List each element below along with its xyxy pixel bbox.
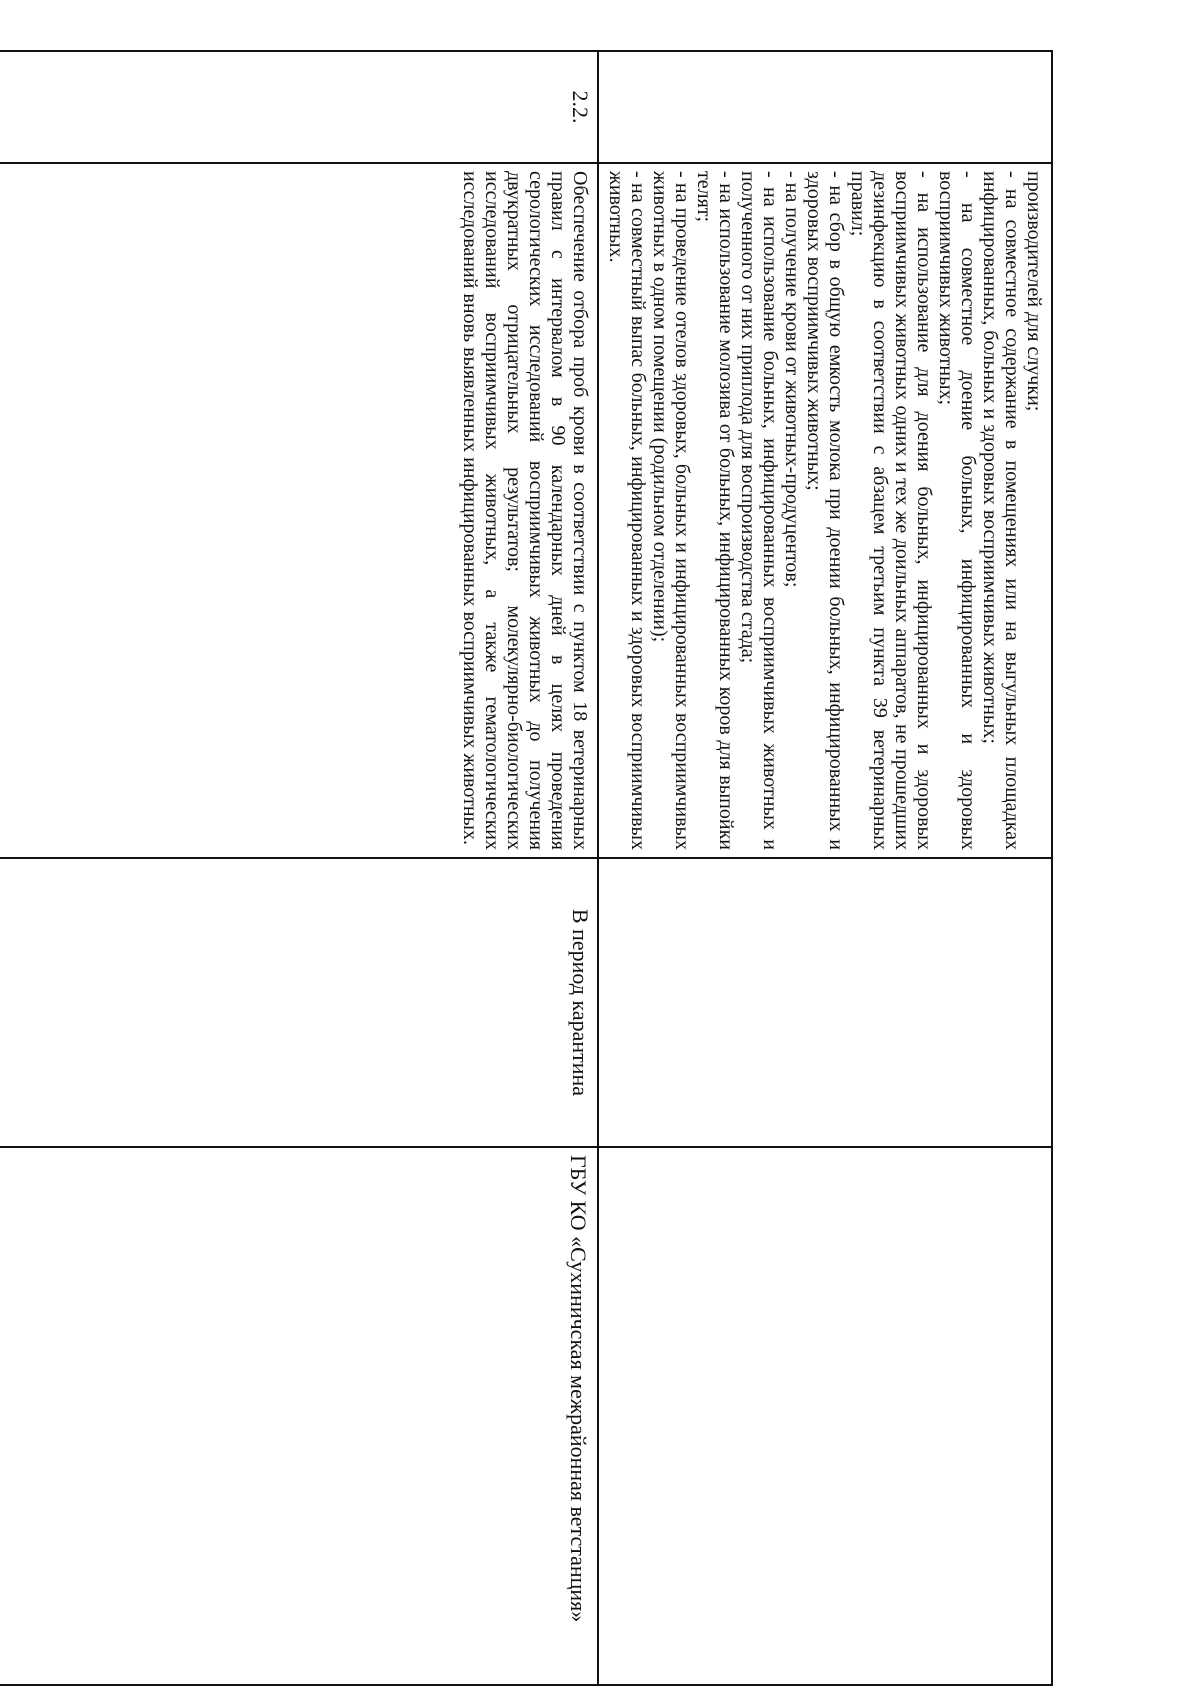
- term-cell: [598, 858, 1052, 1147]
- responsible-cell: [598, 1147, 1052, 1685]
- measure-text-cell: [0, 163, 598, 858]
- measure-line: - на использование больных, инфицированных восприимчивых животных и полученного от них приплода для воспроизводства стада;: [737, 171, 781, 850]
- measure-text-cell: [598, 163, 1052, 858]
- table-row: [598, 51, 1052, 1685]
- item-number-cell: [598, 51, 1052, 163]
- measure-line: - на совместное содержание в помещениях или на выгульных площадках инфицированных, больных и здоровых восприимчивых животных;: [979, 171, 1023, 850]
- rotated-page: [76, 50, 1053, 1684]
- measure-line: - на совместный выпас больных, инфицированных и здоровых восприимчивых животных.: [605, 171, 649, 850]
- measures-table: [0, 50, 1053, 1686]
- measure-line: - на использование молозива от больных, инфицированных коров для выпойки телят;: [693, 171, 737, 850]
- measure-line: - на получение крови от животных-продуцентов;: [781, 171, 803, 588]
- item-number-cell: 2.2.: [0, 51, 598, 163]
- measure-line: производителей для случки;: [1023, 171, 1045, 412]
- measure-line: - на проведение отелов здоровых, больных и инфицированных восприимчивых животных в одном помещении (родильном отделении);: [649, 171, 693, 850]
- responsible-cell: ГБУ КО «Сухиничская межрайонная ветстанция»: [0, 1147, 598, 1685]
- measure-line: - на совместное доение больных, инфицированных и здоровых восприимчивых животных;: [935, 171, 979, 850]
- measure-line: - на сбор в общую емкость молока при доении больных, инфицированных и здоровых восприимчивых животных;: [803, 171, 847, 850]
- table-row: [0, 51, 598, 1685]
- measure-line: Обеспечение отбора проб крови в соответствии с пунктом 18 ветеринарных правил с интервалом в 90 календарных дней в целях проведения серологических исследований восприимчивых животных до получения двукратных отрицательных результатов; молекулярно-биологических исследований восприимчивых животных, а также гематологических исследований вновь выявленных инфицированных восприимчивых животных.: [459, 171, 591, 850]
- measure-line: - на использование для доения больных, инфицированных и здоровых восприимчивых животных одних и тех же доильных аппаратов, не прошедших дезинфекцию в соответствии с абзацем третьим пункта 39 ветеринарных правил;: [847, 171, 935, 850]
- term-cell: В период карантина: [0, 858, 598, 1147]
